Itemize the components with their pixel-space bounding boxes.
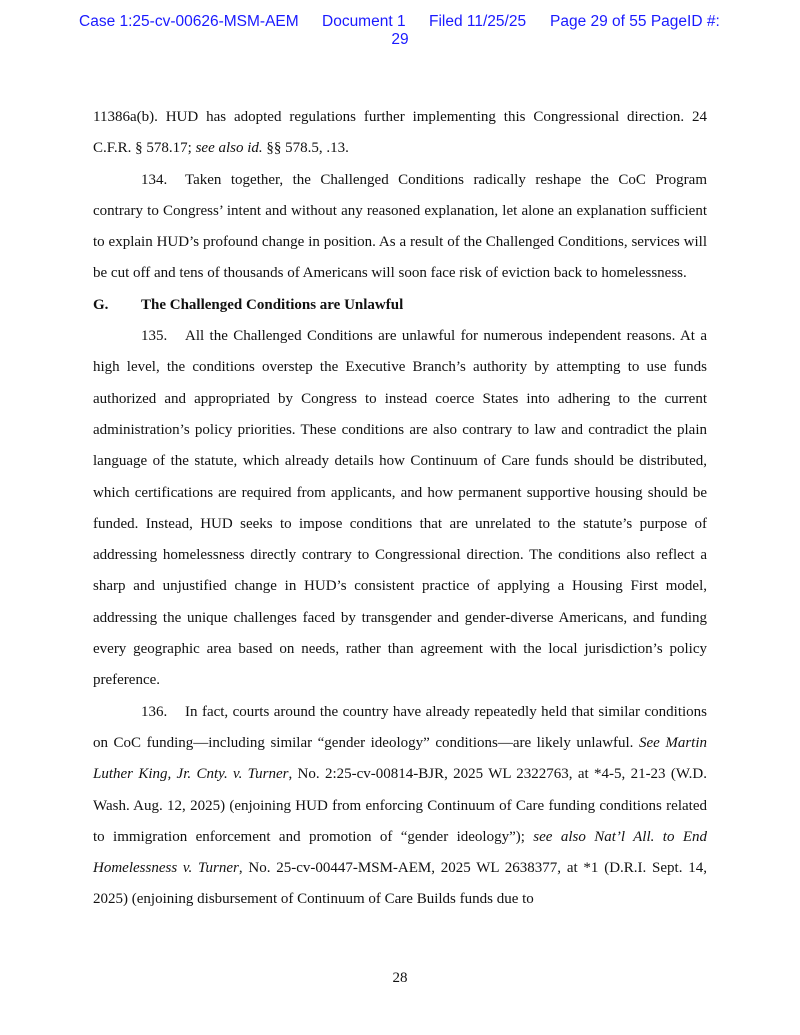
section-heading bbox=[93, 290, 707, 321]
paragraph-number: 134. bbox=[141, 171, 168, 188]
paragraph-136: 136. In fact, courts around the country have already repeatedly held that similar conditions on CoC funding—including similar “gender ideology” conditions—are likely unlawful. See Martin Luther King, Jr. Cnty. v. Turner, No. 2:25-cv-00814-BJR, 2025 WL 2322763, at *4-5, 21-23 (W.D. Wash. Aug. 12, 2025) (enjoining HUD from enforcing Continuum of Care funding conditions related to immigration enforcement and promotion of “gender ideology”); see also Nat’l All. to End Homelessness v. Turner, No. 25-cv-00447-MSM-AEM, 2025 WL 2638377, at *1 (D.R.I. Sept. 14, 2025) (enjoining disbursement of Continuum of Care Builds funds due to bbox=[93, 697, 707, 916]
filed-date: Filed 11/25/25 bbox=[429, 13, 527, 30]
page-id: 29 bbox=[391, 31, 409, 48]
paragraph-number: 135. bbox=[141, 328, 168, 345]
paragraph-135: 135. All the Challenged Conditions are unlawful for numerous independent reasons. At a high level, the conditions overstep the Executive Branch’s authority by attempting to use funds authorized and appropriated by Congress to instead coerce States into adhering to the current administration’s policy priorities. These conditions are also contrary to law and contradict the plain language of the statute, which already details how Continuum of Care funds should be distributed, which certifications are required from applicants, and how permanent supportive housing should be funded. Instead, HUD seeks to impose conditions that are unrelated to the statute’s purpose of addressing homelessness directly contrary to Congressional direction. The conditions also reflect a sharp and unjustified change in HUD’s consistent practice of applying a Housing First model, addressing the unique challenges faced by transgender and gender-diverse Americans, and funding every geographic area based on needs, rather than agreement with the local jurisdiction’s policy preference. bbox=[93, 321, 707, 697]
paragraph-number: 136. bbox=[141, 703, 168, 720]
document-body bbox=[93, 102, 707, 916]
page-number: 28 bbox=[392, 970, 408, 986]
paragraph-continuation: 11386a(b). HUD has adopted regulations further implementing this Congressional direction. 24 C.F.R. § 578.17; see also id. §§ 578.5, .13. bbox=[93, 109, 707, 157]
case-citation: see also Nat’l All. to End Homelessness v. Turner bbox=[93, 828, 707, 877]
case-citation: See Martin Luther King, Jr. Cnty. v. Turner bbox=[93, 734, 708, 783]
header-line bbox=[0, 13, 800, 30]
document-number: Document 1 bbox=[322, 13, 406, 30]
section-title: The Challenged Conditions are Unlawful bbox=[141, 296, 404, 313]
page-info: Page 29 of 55 PageID #: bbox=[550, 13, 720, 30]
paragraph-134: 134. Taken together, the Challenged Conditions radically reshape the CoC Program contrary to Congress’ intent and without any reasoned explanation, let alone an explanation sufficient to explain HUD’s profound change in position. As a result of the Challenged Conditions, services will be cut off and tens of thousands of Americans will soon face risk of eviction back to homelessness. bbox=[93, 165, 707, 290]
section-letter: G. bbox=[93, 296, 109, 313]
case-number: Case 1:25-cv-00626-MSM-AEM bbox=[79, 13, 299, 30]
